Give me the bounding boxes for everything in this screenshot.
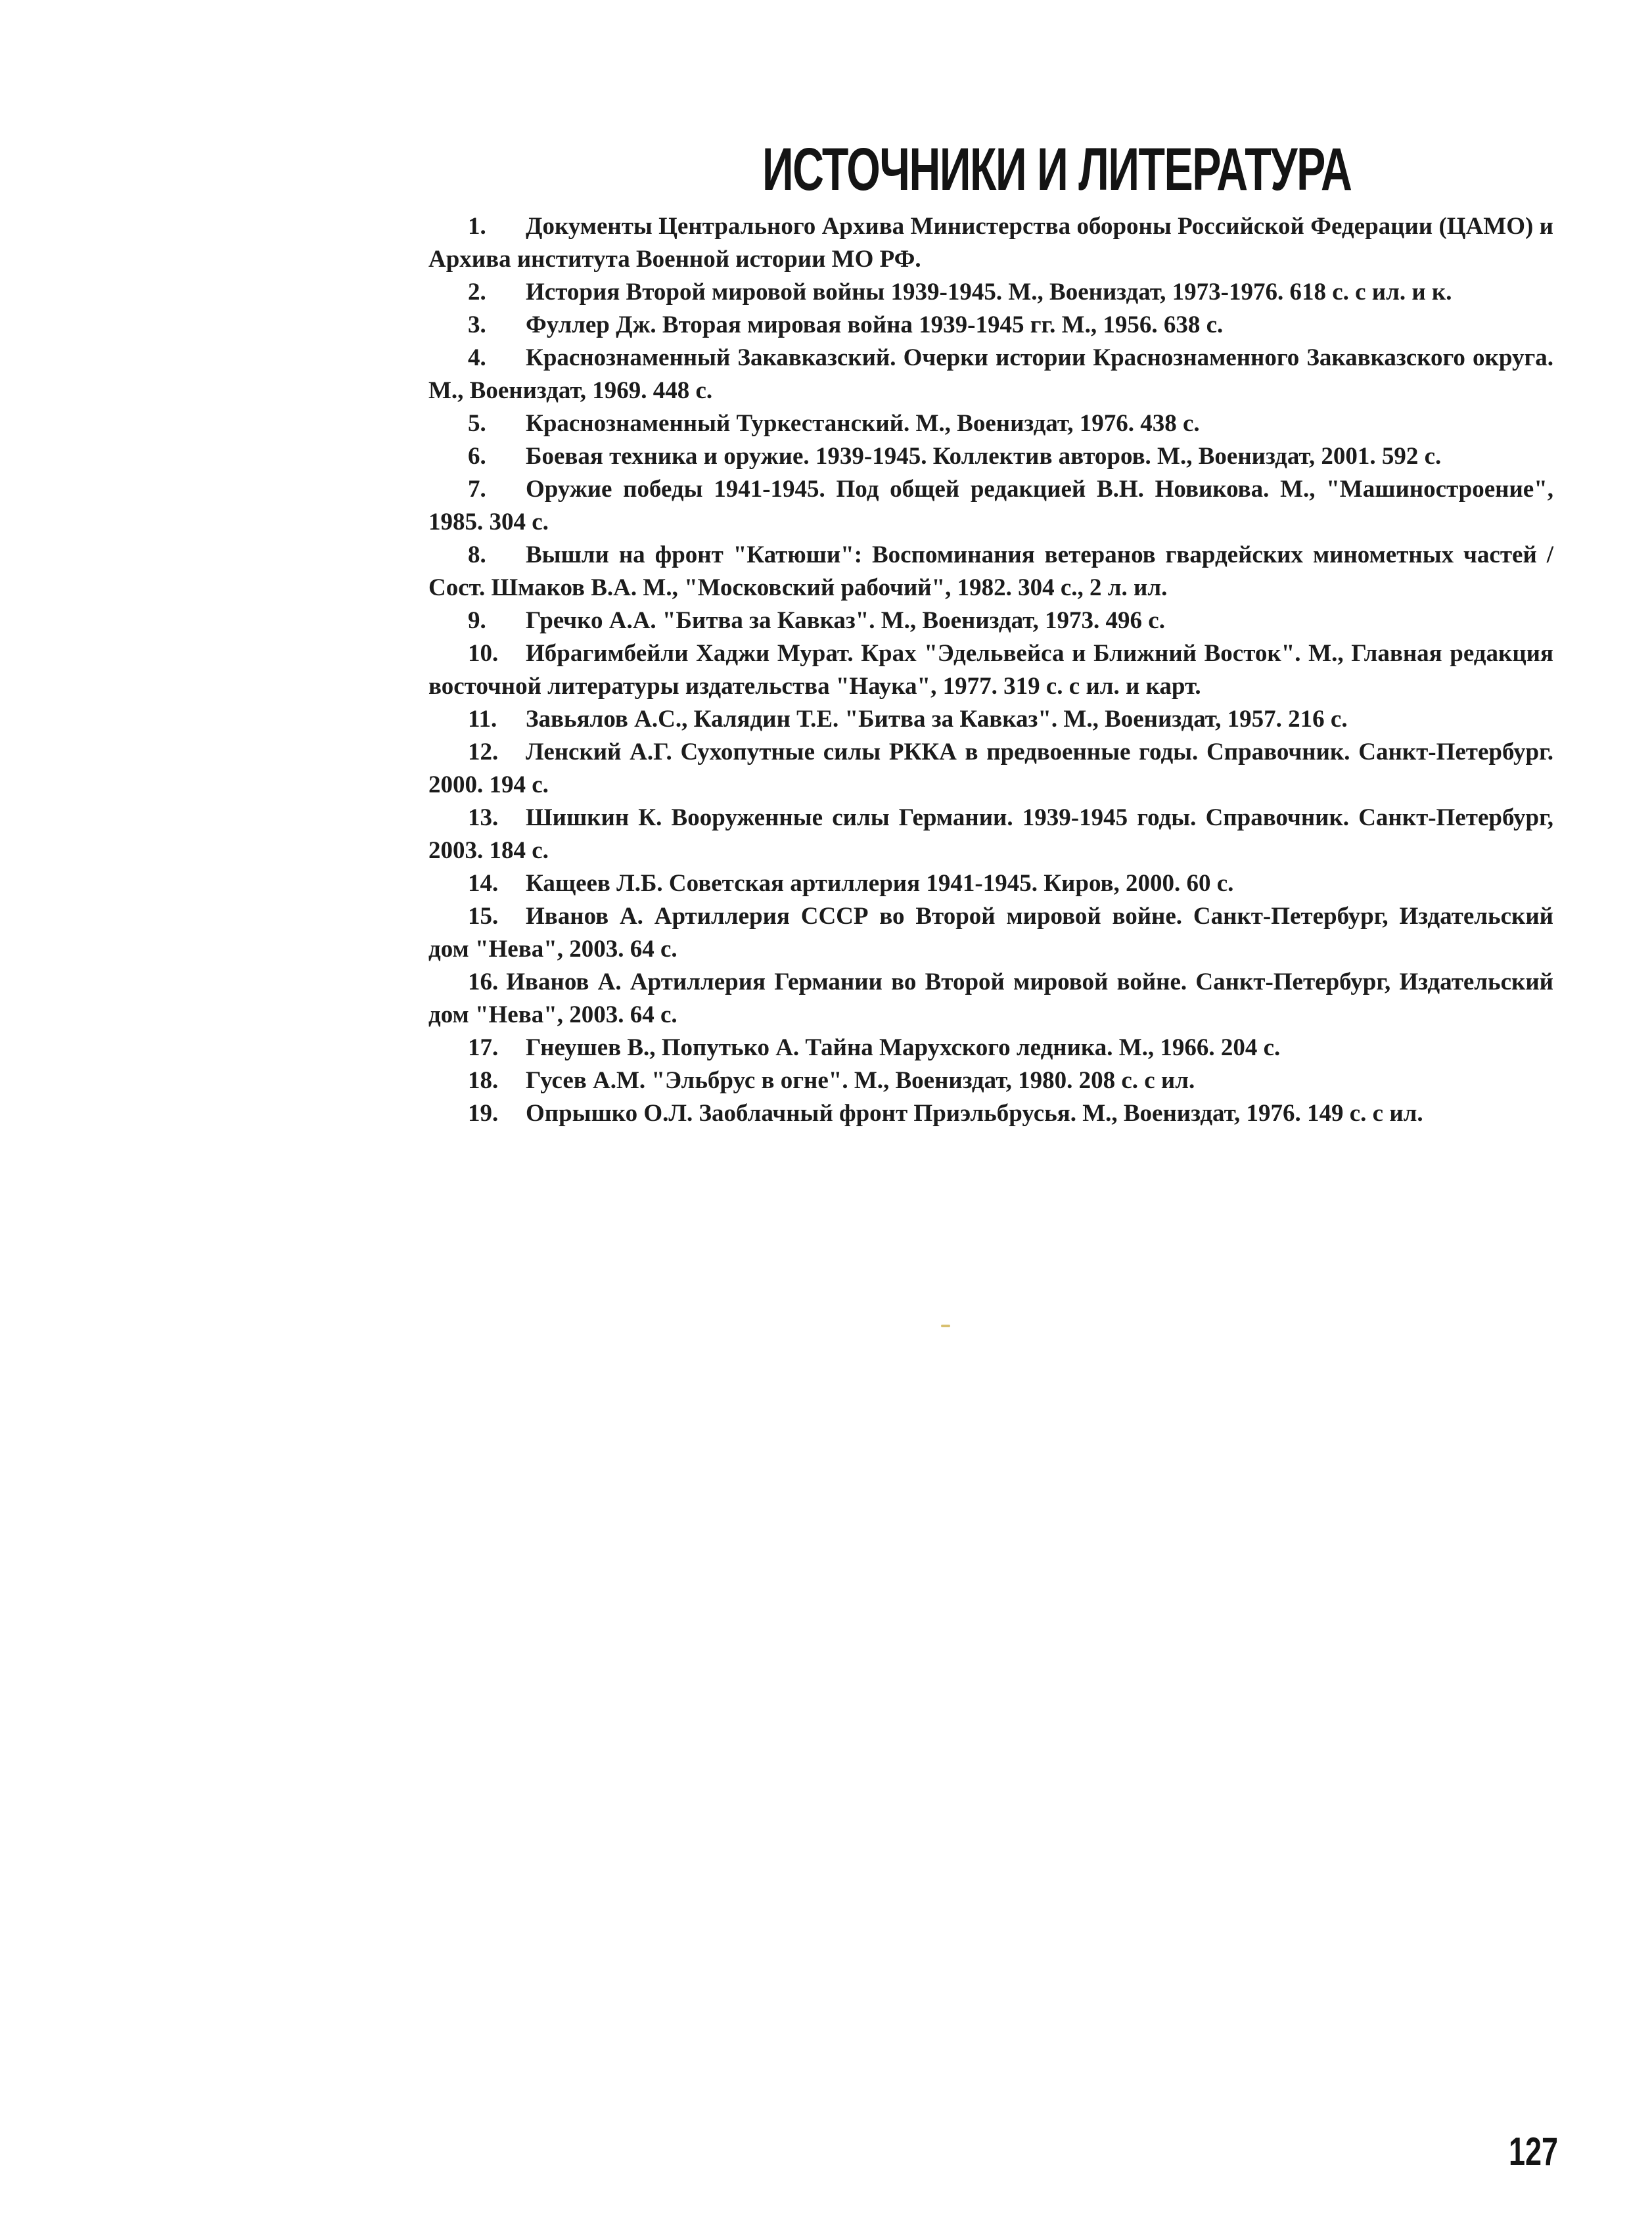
reference-text: Ибрагимбейли Хаджи Мурат. Крах "Эдельвейса и Ближний Восток". М., Главная редакция восточной литературы издательства "Наука", 1977. 319 с. с ил. и карт.: [428, 640, 1553, 700]
reference-text: Иванов А. Артиллерия СССР во Второй мировой войне. Санкт-Петербург, Издательский дом "Нева", 2003. 64 с.: [428, 903, 1553, 963]
reference-number: 11.: [468, 706, 497, 733]
reference-number: 6.: [468, 443, 486, 470]
reference-number: 10.: [468, 640, 499, 667]
reference-text: История Второй мировой войны 1939-1945. М., Воениздат, 1973-1976. 618 с. с ил. и к.: [526, 279, 1452, 306]
reference-number: 8.: [468, 541, 486, 568]
page-title: ИСТОЧНИКИ И ЛИТЕРАТУРА: [762, 136, 1352, 203]
reference-number: 2.: [468, 279, 486, 306]
reference-text: Гусев А.М. "Эльбрус в огне". М., Воениздат, 1980. 208 с. с ил.: [526, 1067, 1195, 1094]
reference-number: 17.: [468, 1034, 499, 1061]
reference-list: [428, 210, 1553, 1130]
reference-number: 14.: [468, 870, 499, 897]
reference-number: 13.: [468, 804, 499, 831]
reference-item: [428, 900, 1553, 966]
reference-item: [428, 637, 1553, 703]
reference-number: 7.: [468, 476, 486, 503]
reference-item: [428, 276, 1553, 309]
reference-item: [428, 440, 1553, 473]
reference-item: [428, 309, 1553, 342]
reference-number: 1.: [468, 213, 486, 240]
reference-text: Краснознаменный Закавказский. Очерки истории Краснознаменного Закавказского округа. М., Воениздат, 1969. 448 с.: [428, 344, 1553, 404]
reference-number: 4.: [468, 344, 486, 371]
reference-item: [428, 539, 1553, 604]
reference-text: Фуллер Дж. Вторая мировая война 1939-1945 гг. М., 1956. 638 с.: [526, 311, 1224, 338]
scan-speck: [941, 1325, 950, 1327]
reference-item: [428, 1064, 1553, 1097]
reference-item: [428, 802, 1553, 867]
reference-number: 5.: [468, 410, 486, 437]
reference-text: Иванов А. Артиллерия Германии во Второй мировой войне. Санкт-Петербург, Издательский дом "Нева", 2003. 64 с.: [428, 969, 1553, 1028]
reference-item: [428, 473, 1553, 539]
reference-item: [428, 736, 1553, 802]
reference-item: [428, 210, 1553, 276]
reference-item: [428, 1097, 1553, 1130]
reference-text: Краснознаменный Туркестанский. М., Воениздат, 1976. 438 с.: [526, 410, 1200, 437]
reference-text: Завьялов А.С., Калядин Т.Е. "Битва за Кавказ". М., Воениздат, 1957. 216 с.: [526, 706, 1348, 733]
reference-number: 9.: [468, 607, 486, 634]
reference-item: [428, 1032, 1553, 1064]
reference-text: Гречко А.А. "Битва за Кавказ". М., Воениздат, 1973. 496 с.: [526, 607, 1165, 634]
reference-item: [428, 966, 1553, 1032]
reference-number: 12.: [468, 739, 499, 765]
reference-item: [428, 407, 1553, 440]
reference-text: Вышли на фронт "Катюши": Воспоминания ветеранов гвардейских минометных частей / Сост. Шмаков В.А. М., "Московский рабочий", 1982. 304 с., 2 л. ил.: [428, 541, 1553, 601]
reference-text: Опрышко О.Л. Заоблачный фронт Приэльбрусья. М., Воениздат, 1976. 149 с. с ил.: [526, 1100, 1423, 1127]
reference-number: 19.: [468, 1100, 499, 1127]
reference-text: Шишкин К. Вооруженные силы Германии. 1939-1945 годы. Справочник. Санкт-Петербург, 2003. 184 с.: [428, 804, 1553, 864]
reference-item: [428, 703, 1553, 736]
reference-text: Боевая техника и оружие. 1939-1945. Коллектив авторов. М., Воениздат, 2001. 592 с.: [526, 443, 1442, 470]
reference-text: Документы Центрального Архива Министерства обороны Российской Федерации (ЦАМО) и Архива института Военной истории МО РФ.: [428, 213, 1553, 273]
reference-text: Ленский А.Г. Сухопутные силы РККА в предвоенные годы. Справочник. Санкт-Петербург. 2000. 194 с.: [428, 739, 1553, 798]
reference-text: Оружие победы 1941-1945. Под общей редакцией В.Н. Новикова. М., "Машиностроение", 1985. 304 с.: [428, 476, 1553, 536]
reference-number: 16.: [468, 969, 499, 995]
page-number: 127: [1509, 2130, 1559, 2174]
reference-number: 18.: [468, 1067, 499, 1094]
reference-number: 3.: [468, 311, 486, 338]
reference-item: [428, 342, 1553, 407]
reference-item: [428, 604, 1553, 637]
reference-number: 15.: [468, 903, 499, 930]
reference-text: Кащеев Л.Б. Советская артиллерия 1941-1945. Киров, 2000. 60 с.: [526, 870, 1234, 897]
reference-item: [428, 867, 1553, 900]
reference-text: Гнеушев В., Попутько А. Тайна Марухского ледника. М., 1966. 204 с.: [526, 1034, 1281, 1061]
